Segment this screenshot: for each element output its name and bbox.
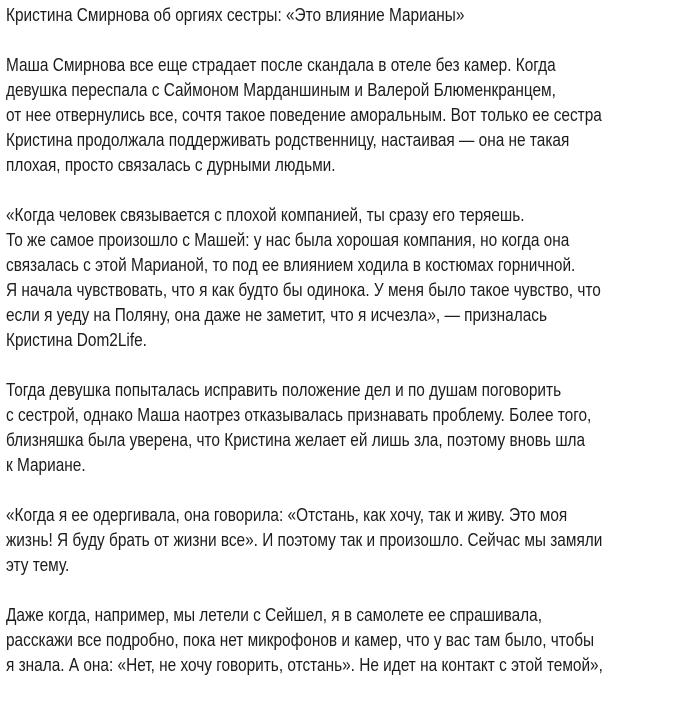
paragraph-line: Маша Смирнова все еще страдает после скандала в отеле без камер. Когда bbox=[6, 55, 556, 75]
article-paragraph-1 bbox=[6, 53, 690, 178]
paragraph-line: я знала. А она: «Нет, не хочу говорить, отстань». Не идет на контакт с этой темой», bbox=[6, 655, 603, 675]
paragraph-line: расскажи все подробно, пока нет микрофонов и камер, что у вас там было, чтобы bbox=[6, 630, 595, 650]
paragraph-line: от нее отвернулись все, сочтя такое поведение аморальным. Вот только ее сестра bbox=[6, 105, 602, 125]
paragraph-line: Даже когда, например, мы летели с Сейшел, я в самолете ее спрашивала, bbox=[6, 605, 543, 625]
paragraph-line: Кристина продолжала поддерживать родственницу, настаивая — она не такая bbox=[6, 130, 570, 150]
paragraph-line: близняшка была уверена, что Кристина желает ей лишь зла, поэтому вновь шла bbox=[6, 430, 586, 450]
paragraph-line: к Мариане. bbox=[6, 455, 86, 475]
paragraph-line: Кристина Dom2Life. bbox=[6, 330, 147, 350]
paragraph-line: То же самое произошло с Машей: у нас была хорошая компания, но когда она bbox=[6, 230, 570, 250]
paragraph-line: «Когда человек связывается с плохой компанией, ты сразу его теряешь. bbox=[6, 205, 525, 225]
paragraph-line: Тогда девушка попыталась исправить положение дел и по душам поговорить bbox=[6, 380, 562, 400]
article-paragraph-5-quote bbox=[6, 603, 690, 678]
article-paragraph-3 bbox=[6, 378, 690, 478]
paragraph-line: эту тему. bbox=[6, 555, 70, 575]
article-title: Кристина Смирнова об оргиях сестры: «Это влияние Марианы» bbox=[6, 5, 465, 25]
article bbox=[6, 3, 690, 703]
paragraph-line: жизнь! Я буду брать от жизни все». И поэтому так и произошло. Сейчас мы замяли bbox=[6, 530, 603, 550]
paragraph-line: Я начала чувствовать, что я как будто бы одинока. У меня было такое чувство, что bbox=[6, 280, 601, 300]
paragraph-line: если я уеду на Поляну, она даже не заметит, что я исчезла», — призналась bbox=[6, 305, 547, 325]
paragraph-line: плохая, просто связалась с дурными людьми. bbox=[6, 155, 336, 175]
paragraph-line: с сестрой, однако Маша наотрез отказывалась признавать проблему. Более того, bbox=[6, 405, 592, 425]
paragraph-line: девушка переспала с Саймоном Марданшиным и Валерой Блюменкранцем, bbox=[6, 80, 556, 100]
paragraph-line: связалась с этой Марианой, то под ее влиянием ходила в костюмах горничной. bbox=[6, 255, 576, 275]
paragraph-line: «Когда я ее одергивала, она говорила: «Отстань, как хочу, так и живу. Это моя bbox=[6, 505, 568, 525]
article-paragraph-4-quote bbox=[6, 503, 690, 578]
article-paragraph-2-quote bbox=[6, 203, 690, 353]
